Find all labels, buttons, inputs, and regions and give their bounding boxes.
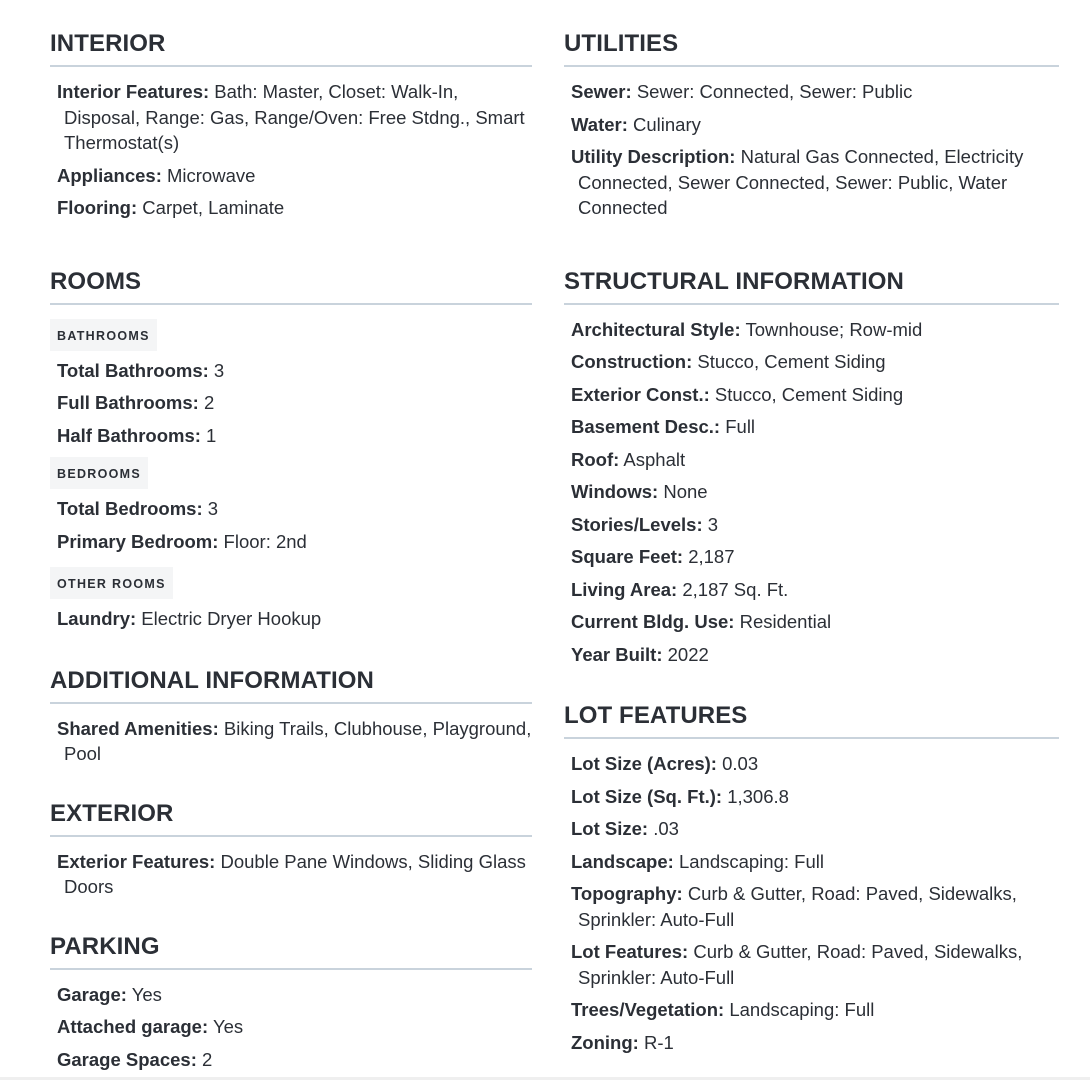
field-label: Square Feet: [571, 546, 683, 567]
field-row [571, 1030, 1059, 1056]
field-row [57, 195, 532, 221]
field-value: Curb & Gutter, Road: Paved, Sidewalks, Sprinkler: Auto-Full [578, 883, 1017, 930]
field-value: .03 [653, 818, 679, 839]
field-label: Lot Size: [571, 818, 648, 839]
subgroup-label: OTHER ROOMS [50, 567, 173, 599]
section-title: INTERIOR [50, 0, 532, 67]
field-value: 3 [708, 514, 718, 535]
field-label: Lot Size (Sq. Ft.): [571, 786, 722, 807]
field-label: Flooring: [57, 197, 137, 218]
field-list [57, 606, 532, 632]
field-row [57, 496, 532, 522]
field-value: R-1 [644, 1032, 674, 1053]
field-value: Yes [213, 1016, 243, 1037]
field-row [57, 716, 532, 767]
room-group-bedrooms [57, 455, 532, 554]
field-value: 1,306.8 [727, 786, 789, 807]
field-value: Sewer: Connected, Sewer: Public [637, 81, 913, 102]
field-label: Lot Features: [571, 941, 688, 962]
field-row [571, 382, 1059, 408]
field-label: Total Bathrooms: [57, 360, 209, 381]
section-lot-features [564, 684, 1059, 1072]
field-value: 3 [208, 498, 218, 519]
field-value: Full [725, 416, 755, 437]
field-value: Landscaping: Full [679, 851, 824, 872]
field-label: Half Bathrooms: [57, 425, 201, 446]
field-row [57, 358, 532, 384]
field-label: Water: [571, 114, 628, 135]
field-label: Trees/Vegetation: [571, 999, 724, 1020]
field-value: Yes [132, 984, 162, 1005]
field-value: Residential [740, 611, 832, 632]
field-value: 1 [206, 425, 216, 446]
field-value: Townhouse; Row-mid [745, 319, 922, 340]
field-label: Living Area: [571, 579, 677, 600]
field-row [571, 577, 1059, 603]
field-label: Garage: [57, 984, 127, 1005]
field-label: Full Bathrooms: [57, 392, 199, 413]
field-label: Exterior Const.: [571, 384, 710, 405]
field-row [571, 609, 1059, 635]
field-value: Double Pane Windows, Sliding Glass Doors [64, 851, 526, 898]
field-row [571, 349, 1059, 375]
field-row [57, 1047, 532, 1073]
field-value: 0.03 [722, 753, 758, 774]
field-row [571, 79, 1059, 105]
field-label: Utility Description: [571, 146, 735, 167]
field-row [571, 512, 1059, 538]
subgroup-label: BEDROOMS [50, 457, 148, 489]
left-column [50, 0, 532, 1089]
field-value: Curb & Gutter, Road: Paved, Sidewalks, Sprinkler: Auto-Full [578, 941, 1022, 988]
field-label: Basement Desc.: [571, 416, 720, 437]
section-parking [50, 917, 532, 1089]
field-value: Microwave [167, 165, 255, 186]
section-title: STRUCTURAL INFORMATION [564, 238, 1059, 305]
field-label: Laundry: [57, 608, 136, 629]
field-row [571, 849, 1059, 875]
field-label: Roof: [571, 449, 619, 470]
subgroup-label: BATHROOMS [50, 319, 157, 351]
field-row [57, 849, 532, 900]
field-list [50, 837, 532, 917]
field-row [57, 982, 532, 1008]
field-row [571, 997, 1059, 1023]
field-value: Electric Dryer Hookup [141, 608, 321, 629]
field-label: Sewer: [571, 81, 632, 102]
field-label: Shared Amenities: [57, 718, 219, 739]
section-exterior [50, 784, 532, 917]
field-row [57, 1014, 532, 1040]
field-value: Stucco, Cement Siding [715, 384, 903, 405]
section-title: PARKING [50, 917, 532, 970]
section-title: ADDITIONAL INFORMATION [50, 649, 532, 704]
field-label: Topography: [571, 883, 683, 904]
field-row [571, 642, 1059, 668]
field-list [50, 704, 532, 784]
field-value: Culinary [633, 114, 701, 135]
section-title: LOT FEATURES [564, 684, 1059, 739]
field-row [571, 751, 1059, 777]
field-label: Stories/Levels: [571, 514, 703, 535]
field-list [57, 496, 532, 554]
field-row [57, 529, 532, 555]
field-value: Bath: Master, Closet: Walk-In, Disposal, Range: Gas, Range/Oven: Free Stdng., Smart Thermostat(s) [64, 81, 525, 153]
field-label: Attached garage: [57, 1016, 208, 1037]
field-list [50, 970, 532, 1089]
field-value: Floor: 2nd [224, 531, 307, 552]
field-row [571, 414, 1059, 440]
field-label: Total Bedrooms: [57, 498, 203, 519]
field-row [571, 784, 1059, 810]
field-value: Carpet, Laminate [142, 197, 284, 218]
field-row [57, 606, 532, 632]
field-value: 2,187 Sq. Ft. [682, 579, 788, 600]
field-label: Interior Features: [57, 81, 209, 102]
field-row [57, 79, 532, 156]
field-label: Landscape: [571, 851, 674, 872]
field-label: Exterior Features: [57, 851, 215, 872]
field-list [564, 739, 1059, 1072]
field-value: None [663, 481, 707, 502]
section-interior [50, 0, 532, 238]
field-row [571, 112, 1059, 138]
section-rooms [50, 238, 532, 649]
field-value: 2,187 [688, 546, 734, 567]
field-label: Zoning: [571, 1032, 639, 1053]
field-label: Appliances: [57, 165, 162, 186]
field-row [571, 479, 1059, 505]
field-value: Biking Trails, Clubhouse, Playground, Pool [64, 718, 531, 765]
field-value: 2 [202, 1049, 212, 1070]
field-row [57, 390, 532, 416]
field-label: Architectural Style: [571, 319, 741, 340]
field-value: Natural Gas Connected, Electricity Connected, Sewer Connected, Sewer: Public, Water Connected [578, 146, 1023, 218]
room-group-bathrooms [57, 317, 532, 449]
section-title: EXTERIOR [50, 784, 532, 837]
section-utilities [564, 0, 1059, 238]
section-title: ROOMS [50, 238, 532, 305]
field-list [57, 358, 532, 449]
field-row [571, 544, 1059, 570]
field-row [57, 163, 532, 189]
field-list [564, 67, 1059, 238]
field-value: Landscaping: Full [729, 999, 874, 1020]
field-label: Construction: [571, 351, 692, 372]
field-row [571, 144, 1059, 221]
right-column [564, 0, 1059, 1089]
field-label: Garage Spaces: [57, 1049, 197, 1070]
field-label: Year Built: [571, 644, 663, 665]
section-additional-information [50, 649, 532, 784]
room-group-other-rooms [57, 561, 532, 632]
field-list [50, 67, 532, 238]
field-value: 2022 [668, 644, 709, 665]
field-label: Current Bldg. Use: [571, 611, 734, 632]
field-value: 2 [204, 392, 214, 413]
field-list [564, 305, 1059, 685]
field-value: Asphalt [623, 449, 685, 470]
field-row [571, 317, 1059, 343]
field-value: Stucco, Cement Siding [697, 351, 885, 372]
section-structural-information [564, 238, 1059, 685]
room-groups [50, 305, 532, 649]
field-row [571, 939, 1059, 990]
field-row [571, 447, 1059, 473]
field-value: 3 [214, 360, 224, 381]
field-row [57, 423, 532, 449]
field-label: Windows: [571, 481, 658, 502]
field-row [571, 816, 1059, 842]
field-label: Lot Size (Acres): [571, 753, 717, 774]
section-title: UTILITIES [564, 0, 1059, 67]
field-row [571, 881, 1059, 932]
field-label: Primary Bedroom: [57, 531, 218, 552]
